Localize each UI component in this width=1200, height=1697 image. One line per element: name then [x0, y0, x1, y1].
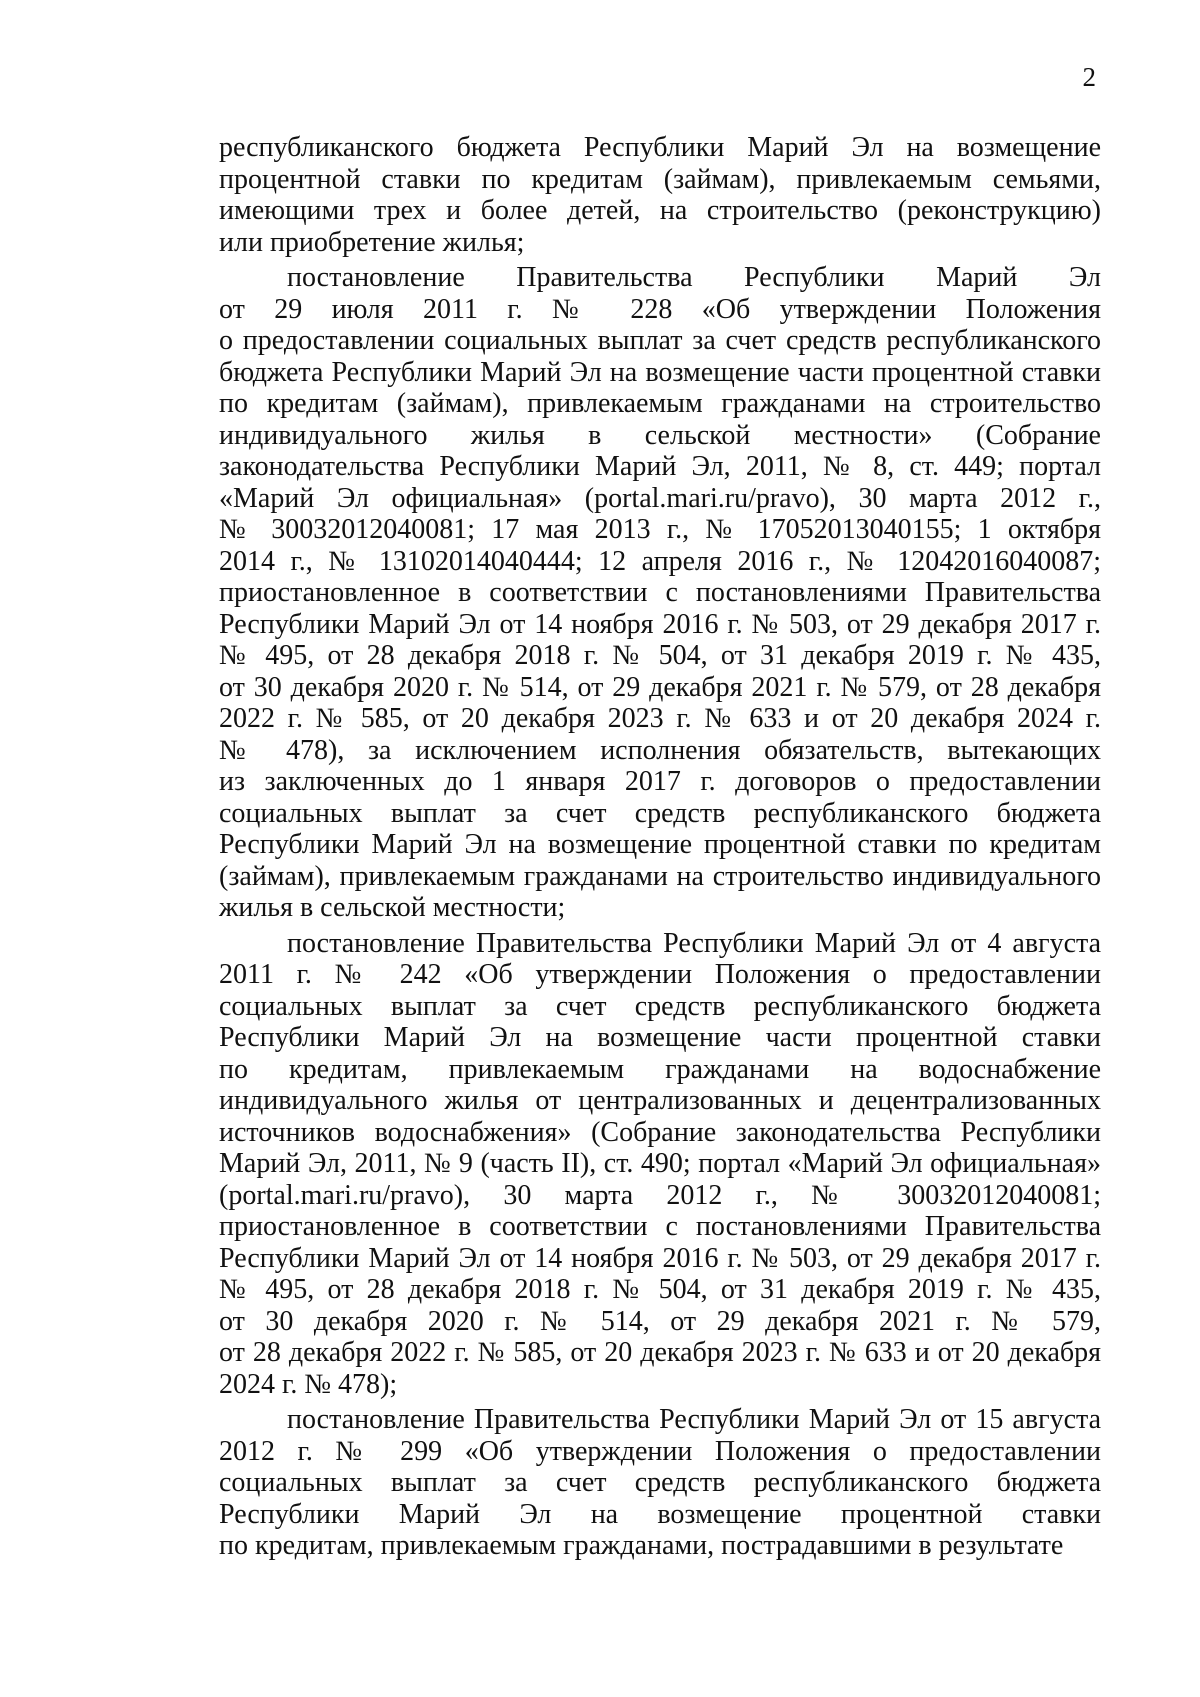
paragraph-line: приостановленное в соответствии с постановлениями Правительства	[219, 577, 1101, 608]
paragraph-line: приостановленное в соответствии с постановлениями Правительства	[219, 1211, 1101, 1242]
paragraph-line: республиканского бюджета Республики Марий Эл на возмещение	[219, 132, 1101, 163]
paragraph-line: № 495, от 28 декабря 2018 г. № 504, от 31 декабря 2019 г. № 435,	[219, 1274, 1101, 1305]
paragraph	[219, 928, 1101, 1401]
paragraph-line: Республики Марий Эл от 14 ноября 2016 г. № 503, от 29 декабря 2017 г.	[219, 1242, 1101, 1274]
paragraph-line: 2011 г. № 242 «Об утверждении Положения о предоставлении	[219, 959, 1101, 990]
paragraph-line: бюджета Республики Марий Эл на возмещение части процентной ставки	[219, 356, 1101, 388]
paragraph-line: 2014 г., № 13102014040444; 12 апреля 2016 г., № 12042016040087;	[219, 545, 1101, 577]
paragraph-line: источников водоснабжения» (Собрание законодательства Республики	[219, 1116, 1101, 1148]
paragraph-line: Республики Марий Эл на возмещение процентной ставки по кредитам	[219, 829, 1101, 860]
paragraph-line: по кредитам, привлекаемым гражданами, пострадавшими в результате	[219, 1530, 1064, 1561]
paragraph-line: 2012 г. № 299 «Об утверждении Положения о предоставлении	[219, 1435, 1101, 1467]
paragraph-line: индивидуального жилья от централизованных и децентрализованных	[219, 1085, 1101, 1116]
paragraph-line: (portal.mari.ru/pravo), 30 марта 2012 г., № 30032012040081;	[219, 1179, 1101, 1211]
paragraph-line: от 29 июля 2011 г. № 228 «Об утверждении Положения	[219, 293, 1101, 325]
paragraph-line: законодательства Республики Марий Эл, 2011, № 8, ст. 449; портал	[219, 451, 1101, 482]
paragraph-line: социальных выплат за счет средств республиканского бюджета	[219, 990, 1101, 1022]
document-body	[219, 132, 1101, 1562]
paragraph-line: о предоставлении социальных выплат за счет средств республиканского	[219, 325, 1101, 356]
paragraph-line: постановление Правительства Республики Марий Эл от 4 августа	[287, 927, 1101, 959]
paragraph-line: от 28 декабря 2022 г. № 585, от 20 декабря 2023 г. № 633 и от 20 декабря	[219, 1337, 1101, 1368]
paragraph-line: от 30 декабря 2020 г. № 514, от 29 декабря 2021 г. № 579,	[219, 1305, 1101, 1337]
paragraph-line: или приобретение жилья;	[219, 226, 525, 258]
paragraph-line: «Марий Эл официальная» (portal.mari.ru/pravo), 30 марта 2012 г.,	[219, 482, 1101, 514]
paragraph-line: жилья в сельской местности;	[219, 892, 566, 923]
paragraph-line: из заключенных до 1 января 2017 г. договоров о предоставлении	[219, 766, 1101, 797]
paragraph	[219, 262, 1101, 924]
paragraph-line: № 495, от 28 декабря 2018 г. № 504, от 31 декабря 2019 г. № 435,	[219, 640, 1101, 671]
paragraph-line: процентной ставки по кредитам (займам), привлекаемым семьями,	[219, 163, 1101, 195]
paragraph-line: постановление Правительства Республики Марий Эл от 15 августа	[287, 1404, 1101, 1435]
paragraph-line: Республики Марий Эл на возмещение процентной ставки	[219, 1498, 1101, 1530]
paragraph-line: по кредитам, привлекаемым гражданами на водоснабжение	[219, 1053, 1101, 1085]
paragraph	[219, 1404, 1101, 1562]
paragraph-line: № 30032012040081; 17 мая 2013 г., № 17052013040155; 1 октября	[219, 514, 1101, 545]
paragraph-line: Марий Эл, 2011, № 9 (часть II), ст. 490; портал «Марий Эл официальная»	[219, 1148, 1101, 1179]
paragraph	[219, 132, 1101, 258]
paragraph-line: имеющими трех и более детей, на строительство (реконструкцию)	[219, 195, 1101, 226]
paragraph-line: (займам), привлекаемым гражданами на строительство индивидуального	[219, 860, 1101, 892]
paragraph-line: 2024 г. № 478);	[219, 1368, 398, 1400]
paragraph-line: постановление Правительства Республики Марий Эл	[287, 262, 1101, 293]
paragraph-line: от 30 декабря 2020 г. № 514, от 29 декабря 2021 г. № 579, от 28 декабря	[219, 671, 1101, 703]
paragraph-line: по кредитам (займам), привлекаемым гражданами на строительство	[219, 388, 1101, 419]
paragraph-line: Республики Марий Эл от 14 ноября 2016 г. № 503, от 29 декабря 2017 г.	[219, 608, 1101, 640]
paragraph-line: социальных выплат за счет средств республиканского бюджета	[219, 797, 1101, 829]
page-number: 2	[1082, 62, 1096, 92]
paragraph-line: индивидуального жилья в сельской местности» (Собрание	[219, 419, 1101, 451]
paragraph-line: социальных выплат за счет средств республиканского бюджета	[219, 1467, 1101, 1498]
paragraph-line: Республики Марий Эл на возмещение части процентной ставки	[219, 1022, 1101, 1053]
paragraph-line: 2022 г. № 585, от 20 декабря 2023 г. № 633 и от 20 декабря 2024 г.	[219, 703, 1101, 734]
paragraph-line: № 478), за исключением исполнения обязательств, вытекающих	[219, 734, 1101, 766]
